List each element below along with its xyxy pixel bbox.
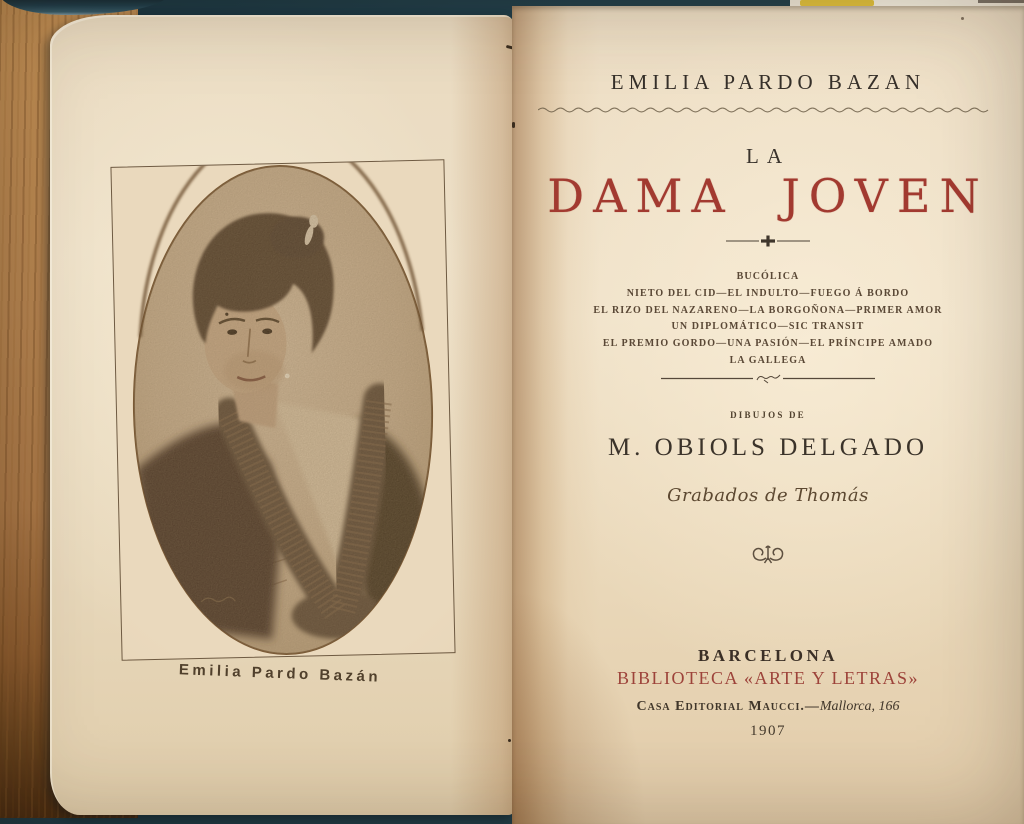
emilia-pardo-bazan-oval-portrait: [111, 160, 454, 659]
works-line: LA GALLEGA: [729, 354, 807, 366]
cross-rule-ornament: [512, 234, 1024, 253]
portrait-caption: Emilia Pardo Bazán: [178, 661, 382, 686]
works-line: BUCÓLICA: [736, 271, 800, 282]
title-article: LA: [746, 144, 790, 168]
rule-with-scroll-ornament: [512, 372, 1024, 390]
frontispiece-page: [50, 15, 516, 815]
publisher-address: Mallorca, 166: [819, 699, 900, 714]
illustration-credit-label: DIBUJOS DE: [730, 410, 806, 420]
engraver-note: Grabados de Thomás: [667, 485, 869, 506]
double-spiral-fleuron: [512, 542, 1024, 571]
stitch-mark: [512, 122, 515, 128]
publisher-name: Casa Editorial Maucci.—: [636, 699, 820, 714]
illustrator-name: M. OBIOLS DELGADO: [607, 434, 929, 461]
works-line: UN DIPLOMÁTICO—SIC TRANSIT: [671, 321, 865, 333]
author-name: EMILIA PARDO BAZAN: [610, 70, 926, 94]
ink-dot: [961, 17, 964, 20]
works-line: EL PREMIO GORDO—UNA PASIÓN—EL PRÍNCIPE AMADO: [602, 338, 934, 350]
imprint-year: 1907: [750, 723, 786, 739]
ink-dot: [508, 739, 511, 742]
works-line: EL RIZO DEL NAZARENO—LA BORGOÑONA—PRIMER AMOR: [593, 304, 943, 316]
title-page: [512, 6, 1024, 824]
portrait-plate-frame: [110, 159, 455, 660]
imprint-collection: BIBLIOTECA «ARTE Y LETRAS»: [616, 668, 920, 688]
imprint-publisher-line: [512, 699, 1024, 715]
wavy-rule: [512, 102, 1024, 120]
title-main: DAMA JOVEN: [547, 169, 989, 223]
works-list: [512, 269, 1024, 370]
imprint-city: BARCELONA: [697, 646, 839, 665]
works-line: NIETO DEL CID—EL INDULTO—FUEGO Á BORDO: [626, 287, 910, 299]
fore-edge-shadow: [978, 0, 1024, 3]
